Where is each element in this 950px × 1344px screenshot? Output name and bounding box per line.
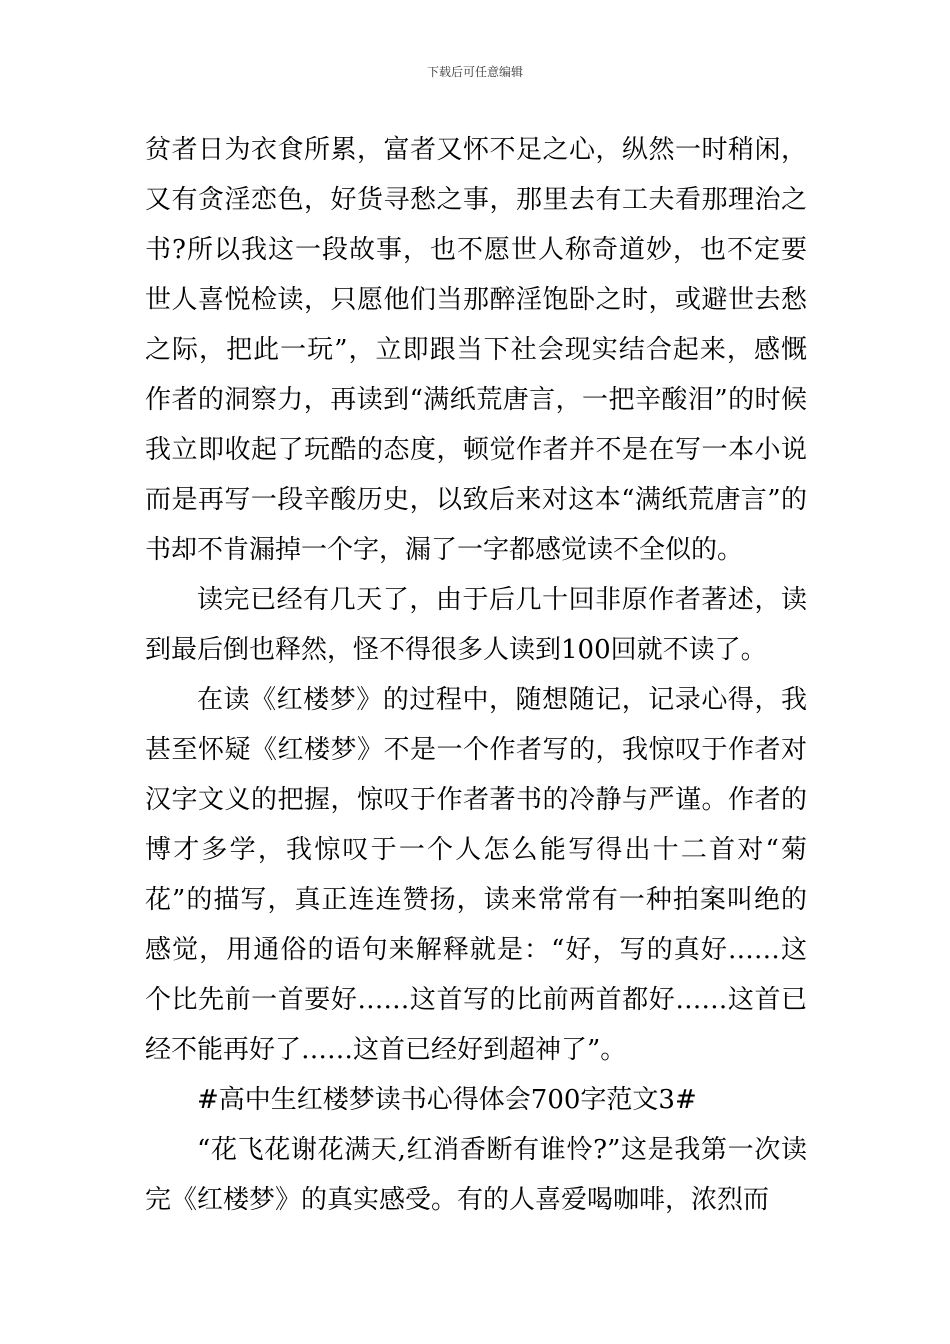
paragraph-1: 贫者日为衣食所累，富者又怀不足之心，纵然一时稍闲，又有贪淫恋色，好货寻愁之事，那里去有工夫看那理治之书?所以我这一段故事，也不愿世人称奇道妙，也不定要世人喜悦检读，只愿他们当那醉淫饱卧之时，或避世去愁之际，把此一玩”，立即跟当下社会现实结合起来，感慨作者的洞察力，再读到“满纸荒唐言，一把辛酸泪”的时候我立即收起了玩酷的态度，顿觉作者并不是在写一本小说而是再写一段辛酸历史，以致后来对这本“满纸荒唐言”的书却不肯漏掉一个字，漏了一字都感觉读不全似的。 <box>145 135 807 565</box>
section-heading: #高中生红楼梦读书心得体会700字范文3# <box>197 1085 697 1115</box>
paragraph-3: 在读《红楼梦》的过程中，随想随记，记录心得，我甚至怀疑《红楼梦》不是一个作者写的，我惊叹于作者对汉字文义的把握，惊叹于作者著书的冷静与严谨。作者的博才多学，我惊叹于一个人怎么能写得出十二首对“菊花”的描写，真正连连赞扬，读来常常有一种拍案叫绝的感觉，用通俗的语句来解释就是：“好，写的真好……这个比先前一首要好……这首写的比前两首都好……这首已经不能再好了……这首已经好到超神了”。 <box>145 685 807 1065</box>
paragraph-2: 读完已经有几天了，由于后几十回非原作者著述，读到最后倒也释然，怪不得很多人读到100回就不读了。 <box>145 585 807 665</box>
document-body <box>145 125 807 1225</box>
page-header: 下载后可任意编辑 <box>426 65 523 79</box>
paragraph-4: “花飞花谢花满天,红消香断有谁怜?”这是我第一次读完《红楼梦》的真实感受。有的人喜爱喝咖啡，浓烈而 <box>145 1135 807 1215</box>
